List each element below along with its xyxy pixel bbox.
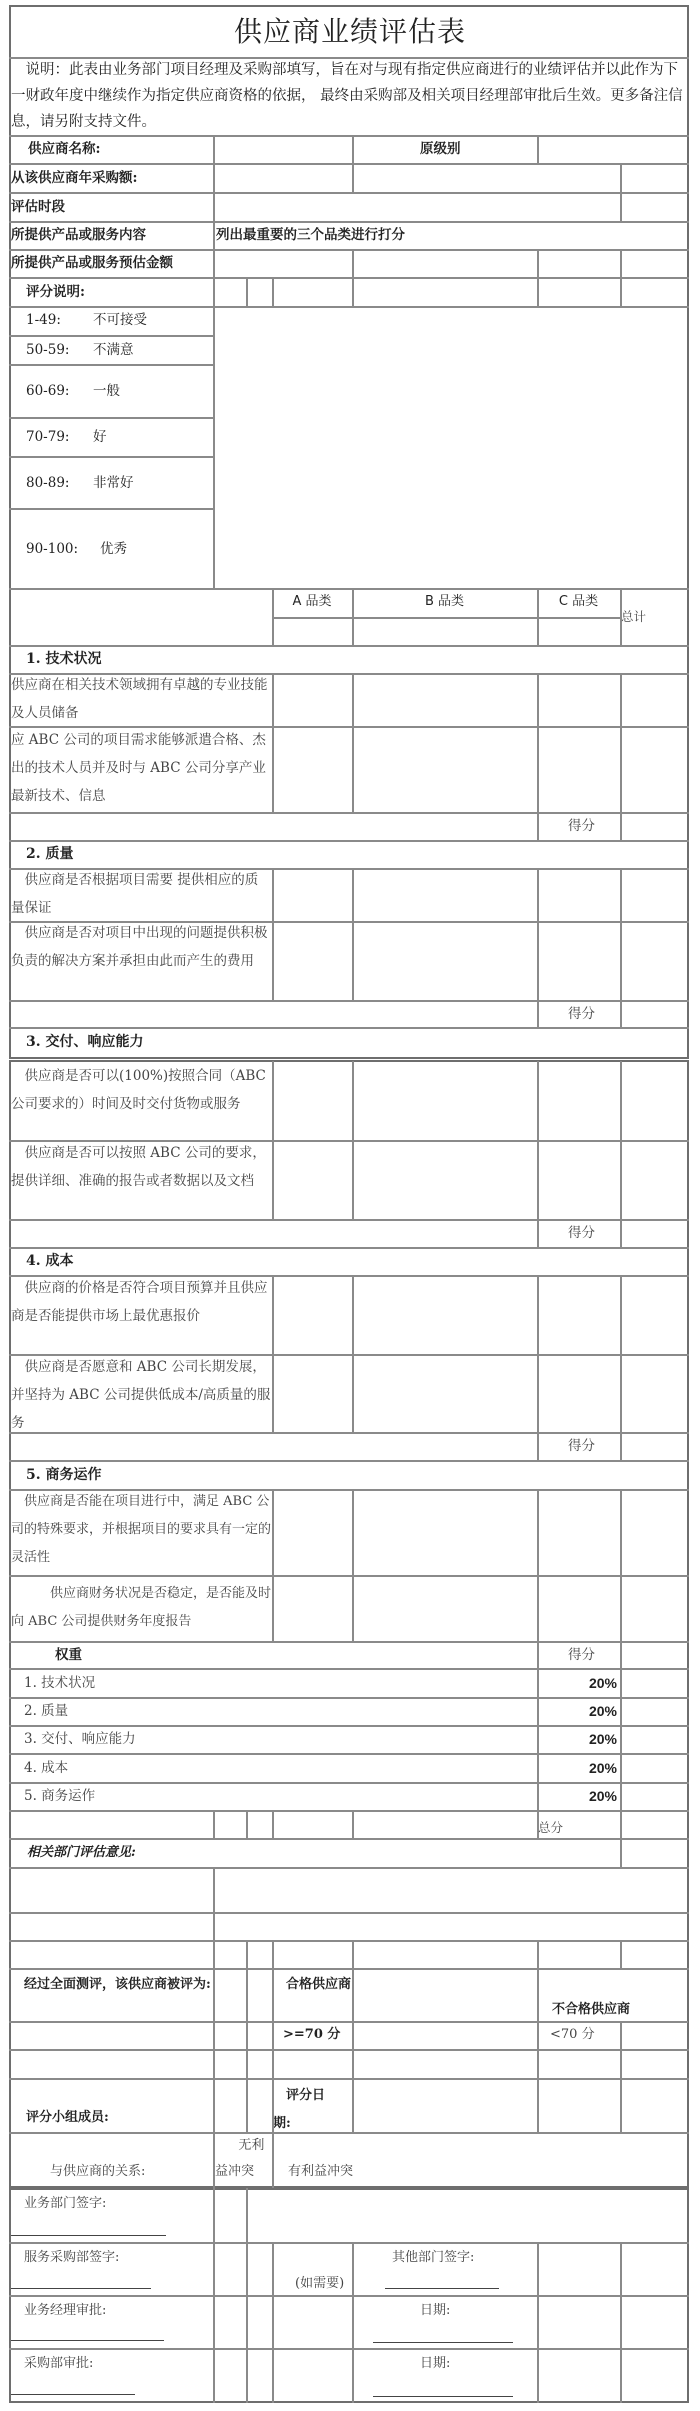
divider [213,1968,215,2132]
section-score-input[interactable] [620,1000,688,1027]
divider [272,617,620,619]
section-title-delivery: 3. 交付、响应能力 [26,1034,144,1050]
divider [9,1968,689,1970]
divider [352,1968,354,2132]
divider [272,277,274,306]
section-score-input[interactable] [620,812,688,840]
original-level-label: 原级别 [420,141,461,157]
score-level-meaning: 非常好 [93,475,134,491]
divider [9,1782,689,1784]
divider [620,163,622,192]
divider [272,1275,274,1432]
procurement-approval-label: 采购部审批: [24,2356,94,2371]
opinion-input[interactable] [213,1867,688,1940]
category-a-header: A 品类 [292,594,332,609]
section-score-label: 得分 [568,1438,595,1454]
divider [213,1867,215,1940]
score-input-c[interactable] [537,921,620,1000]
score-level-meaning: 不满意 [93,342,134,358]
divider [213,192,215,221]
procurement-signature-line[interactable] [11,2288,151,2289]
estimated-amount-input-c[interactable] [537,249,620,277]
divider [246,2188,248,2403]
divider [352,868,354,1000]
estimated-amount-input-b[interactable] [352,249,537,277]
divider [213,221,215,249]
divider [272,1061,274,1219]
score-level-range: 70-79: [26,429,70,445]
products-services-hint: 列出最重要的三个品类进行打分 [216,227,405,243]
score-input-b[interactable] [352,921,537,1000]
rated-as-label: 经过全面测评，该供应商被评为: [24,1977,211,1992]
total-score-input[interactable] [620,1810,688,1838]
divider [272,2132,274,2188]
criterion-text: 供应商在相关技术领域拥有卓越的专业技能及人员储备 [11,677,268,721]
score-level-meaning: 不可接受 [93,312,147,328]
criterion-text: 供应商是否愿意和 ABC 公司长期发展，并坚持为 ABC 公司提供低成本/高质量的服务 [11,1359,271,1431]
score-input-c[interactable] [537,1575,620,1641]
category-b-header: B 品类 [424,594,465,609]
score-level-meaning: 一般 [93,383,120,399]
weight-item-name: 5. 商务运作 [24,1788,96,1804]
procurement-signature-label: 服务采购部签字: [24,2250,120,2265]
score-input-total[interactable] [620,1061,688,1140]
business-dept-signature-line[interactable] [11,2235,166,2236]
score-input-b[interactable] [352,726,537,812]
weight-item-value: 20% [588,1760,617,1776]
divider [213,163,215,192]
score-input-a[interactable] [272,1275,352,1354]
score-input-c[interactable] [537,1354,620,1432]
divider [9,840,689,842]
divider [9,1725,689,1727]
section-score-label: 得分 [568,1006,595,1022]
divider [620,249,622,277]
divider [620,588,622,645]
criterion-text: 供应商是否可以按照 ABC 公司的要求，提供详细、准确的报告或者数据以及文档 [11,1145,266,1189]
date-line[interactable] [373,2342,513,2343]
annual-purchase-label: 从该供应商年采购额: [11,170,138,186]
score-input-total[interactable] [620,673,688,726]
divider [9,364,213,366]
divider [272,1489,274,1641]
weight-item-value: 20% [588,1788,617,1804]
divider [9,2348,689,2350]
divider [537,1940,539,1968]
divider [9,1838,689,1840]
business-manager-approval-line[interactable] [11,2340,164,2341]
section-score-input[interactable] [620,1219,688,1247]
weight-item-value: 20% [588,1731,617,1747]
score-date-label: 评分日期: [273,2088,326,2131]
divider [9,2132,689,2134]
divider [352,1275,354,1432]
date-label: 日期: [420,2356,451,2371]
weight-item-value: 20% [588,1703,617,1719]
divider [537,868,539,1027]
score-input-a[interactable] [272,673,352,726]
divider [9,1641,689,1643]
divider [9,2049,689,2051]
section-score-label: 得分 [568,818,595,834]
original-level-input[interactable] [537,135,688,163]
form-title: 供应商业绩评估表 [233,15,466,48]
divider [620,2242,622,2403]
score-input-total[interactable] [620,1489,688,1575]
supplier-name-input[interactable] [213,135,352,163]
divider [9,1027,689,1029]
divider [9,2295,689,2297]
score-input-c[interactable] [537,1275,620,1354]
divider [213,1940,215,1968]
score-input-c[interactable] [537,726,620,812]
score-input-b[interactable] [352,1354,537,1432]
divider [213,2188,215,2403]
divider [9,1000,689,1002]
criterion-text: 供应商是否可以(100%)按照合同（ABC 公司要求的）时间及时交付货物或服务 [11,1068,266,1112]
score-input-b[interactable] [352,1061,537,1140]
divider [620,2021,622,2132]
criterion-text: 供应商是否能在项目进行中，满足 ABC 公司的特殊要求，并根据项目的要求具有一定的灵活性 [11,1494,272,1565]
weights-label: 权重 [55,1647,82,1663]
products-services-label: 所提供产品或服务内容 [11,227,146,243]
divider [213,1810,215,1838]
score-input-b[interactable] [352,868,537,921]
divider [272,868,274,1000]
divider [537,277,539,306]
divider [9,812,689,814]
section-title-quality: 2. 质量 [26,846,74,862]
conflict-option[interactable]: 有利益冲突 [288,2164,354,2179]
date-line[interactable] [373,2396,513,2397]
scoring-guide-label: 评分说明: [26,284,85,300]
team-members-label: 评分小组成员: [26,2110,109,2125]
criterion-text: 供应商是否根据项目需要 提供相应的质量保证 [11,872,259,916]
divider [9,306,689,308]
divider [246,277,248,306]
weight-item-name: 1. 技术状况 [24,1675,96,1691]
divider [213,306,215,588]
business-dept-signature-label: 业务部门签字: [24,2196,107,2211]
score-level-range: 90-100: [26,541,79,557]
score-input-total[interactable] [620,1354,688,1432]
total-score-label: 总分 [538,1820,564,1835]
divider [537,1641,539,1838]
qualified-supplier-option[interactable]: 合格供应商 [286,1977,352,1992]
criterion-text: 供应商财务状况是否稳定，是否能及时向 ABC 公司提供财务年度报告 [11,1586,272,1629]
divider [9,588,689,590]
team-members-input[interactable] [352,2078,537,2132]
date-label: 日期: [420,2303,451,2318]
divider [537,249,539,277]
score-input-c[interactable] [537,1140,620,1219]
divider [246,1940,248,1968]
divider [9,221,689,223]
score-input-a[interactable] [272,1575,352,1641]
divider [9,1697,689,1699]
divider [352,588,354,645]
divider [213,249,215,277]
divider [272,673,274,812]
score-input-total[interactable] [620,868,688,921]
divider [213,2132,215,2188]
score-input-a[interactable] [272,868,352,921]
score-input-total[interactable] [620,1575,688,1641]
divider [9,2078,689,2080]
score-input-c[interactable] [537,1061,620,1140]
divider [352,673,354,812]
score-input-c[interactable] [537,1489,620,1575]
unqualified-threshold: <70 分 [550,2027,595,2042]
score-input-total[interactable] [620,1275,688,1354]
divider [537,588,539,645]
divider [9,2242,689,2244]
criterion-text: 供应商是否对项目中出现的问题提供积极负责的解决方案并承担由此而产生的费用 [11,925,268,969]
divider [9,1668,689,1670]
weight-item-name: 4. 成本 [24,1760,69,1776]
weight-item-value: 20% [588,1675,617,1691]
other-dept-signature-label: 其他部门签字: [392,2250,475,2265]
supplier-name-label: 供应商名称: [28,141,101,157]
divider [352,1810,354,1838]
divider [537,2242,539,2403]
score-level-range: 1-49: [26,312,61,328]
divider [9,1810,689,1812]
score-input-a[interactable] [272,1354,352,1432]
divider [352,249,354,277]
divider [9,1753,689,1755]
unqualified-supplier-option[interactable]: 不合格供应商 [552,2002,631,2017]
form-description: 说明：此表由业务部门项目经理及采购部填写，旨在对与现有指定供应商进行的业绩评估并以此作为下一财政年度中继续作为指定供应商资格的依据， 最终由采购部及相关项目经理部审批后生效。更多备注信息，请另附支持文件。 [11,62,683,130]
divider [272,588,274,645]
business-manager-approval-label: 业务经理审批: [24,2303,107,2318]
estimated-amount-label: 所提供产品或服务预估金额 [11,255,173,271]
score-input-total[interactable] [620,1140,688,1219]
divider [537,673,539,840]
annual-purchase-input[interactable] [213,163,620,192]
divider [352,1489,354,1641]
divider [537,135,539,163]
evaluation-period-label: 评估时段 [11,199,65,215]
divider [272,2242,274,2403]
divider [620,192,622,221]
divider [537,2021,688,2023]
score-level-meaning: 优秀 [100,541,127,557]
divider [9,508,213,510]
other-dept-signature-line[interactable] [385,2288,499,2289]
divider [9,335,213,337]
score-level-range: 80-89: [26,475,70,491]
category-c-header: C 品类 [558,594,599,609]
divider [352,1061,354,1219]
divider [272,1940,274,1968]
section-title-cost: 4. 成本 [26,1253,74,1269]
divider [352,277,354,306]
score-input-total[interactable] [620,726,688,812]
score-input-a[interactable] [272,1489,352,1575]
divider [352,135,354,163]
divider [352,2242,354,2403]
category-c-name-input[interactable] [537,617,620,645]
divider [9,1432,689,1434]
score-input-b[interactable] [352,1489,537,1575]
score-input-b[interactable] [352,673,537,726]
score-input-a[interactable] [272,921,352,1000]
divider [246,1968,248,2132]
divider [272,1968,274,2132]
divider [9,1247,689,1249]
score-input-b[interactable] [352,1140,537,1219]
evaluation-period-input[interactable] [213,192,620,221]
divider [9,277,689,279]
criterion-text: 应 ABC 公司的项目需求能够派遣合格、杰出的技术人员并及时与 ABC 公司分享产业最新技术、信息 [11,732,266,804]
score-level-meaning: 好 [93,429,107,445]
score-input-c[interactable] [537,673,620,726]
qualified-threshold: >=70 分 [283,2027,341,2042]
score-input-a[interactable] [272,726,352,812]
divider [9,456,213,458]
section-score-label: 得分 [568,1225,595,1241]
divider [213,135,215,163]
score-input-a[interactable] [272,1061,352,1140]
divider [9,1460,689,1462]
divider [620,277,622,306]
score-level-range: 50-59: [26,342,70,358]
estimated-amount-input-a[interactable] [213,249,352,277]
total-header: 总计 [621,609,647,624]
score-level-range: 60-69: [26,383,70,399]
weight-item-name: 3. 交付、响应能力 [24,1731,136,1747]
criterion-text: 供应商的价格是否符合项目预算并且供应商是否能提供市场上最优惠报价 [11,1280,268,1324]
divider [9,1912,689,1914]
relation-label: 与供应商的关系: [50,2164,146,2179]
weight-item-name: 2. 质量 [24,1703,69,1719]
divider [9,417,213,419]
divider [352,1940,354,1968]
divider [9,1219,689,1221]
section-score-input[interactable] [620,1432,688,1460]
category-b-name-input[interactable] [352,617,537,645]
divider [352,163,354,192]
if-needed-note: (如需要) [295,2276,345,2291]
opinion-label: 相关部门评估意见: [27,1845,136,1860]
divider [9,645,689,647]
divider [9,1940,689,1942]
category-a-name-input[interactable] [272,617,352,645]
score-input-b[interactable] [352,1275,537,1354]
score-input-a[interactable] [272,1140,352,1219]
score-input-total[interactable] [620,921,688,1000]
divider [537,1489,539,1641]
divider [213,277,215,306]
procurement-approval-line[interactable] [11,2394,135,2395]
score-input-b[interactable] [352,1575,537,1641]
divider [620,1940,622,1968]
score-input-c[interactable] [537,868,620,921]
weights-score-label: 得分 [568,1647,595,1663]
divider [620,1489,622,1641]
divider [246,1810,248,1838]
divider [272,1810,274,1838]
divider [537,1968,539,2132]
no-conflict-option[interactable]: 无利益冲突 [215,2138,265,2179]
section-title-technical: 1. 技术状况 [26,651,102,667]
section-title-business: 5. 商务运作 [26,1467,102,1483]
